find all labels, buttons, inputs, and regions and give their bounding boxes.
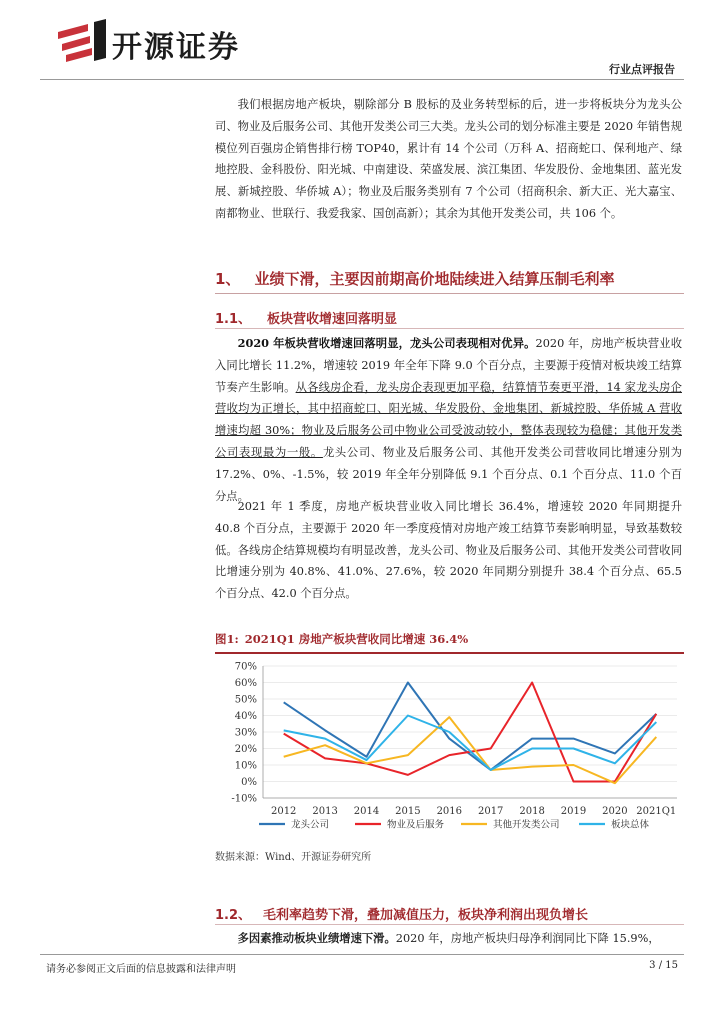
y-tick-label: 30%: [234, 727, 257, 739]
x-tick-label: 2017: [477, 806, 504, 817]
x-tick-label: 2016: [436, 806, 463, 817]
section-1-heading: [215, 268, 614, 289]
legend-label-4: 板块总体: [611, 819, 650, 831]
x-tick-label: 2013: [312, 806, 338, 817]
paragraph-3-lead: 多因素推动板块业绩增速下滑。: [237, 931, 396, 945]
section-1-1-heading: [215, 308, 397, 327]
section-1-number: 1、: [215, 270, 241, 288]
chart-x-axis: [263, 798, 677, 817]
figure-1-source: 数据来源：Wind、开源证券研究所: [215, 852, 372, 863]
page-number: 3 / 15: [649, 960, 678, 971]
section-1-title: 业绩下滑，主要因前期高价地陆续进入结算压制毛利率: [254, 270, 615, 288]
section-1-1-number: 1.1、: [215, 312, 252, 327]
figure-1-label: 图1:: [215, 632, 239, 646]
section-1-2-divider: [215, 924, 684, 925]
x-tick-label: 2015: [395, 806, 421, 817]
y-tick-label: 0%: [241, 777, 257, 788]
y-tick-label: 20%: [234, 744, 257, 755]
paragraph-net-profit: [215, 929, 685, 948]
paragraph-revenue-2021q1: [215, 496, 682, 605]
y-tick-label: 10%: [234, 760, 257, 772]
x-tick-label: 2012: [270, 806, 297, 817]
paragraph-2-text: 2021 年 1 季度，房地产板块营业收入同比增长 36.4%，增速较 2020 年同期提升 40.8 个百分点，主要源于 2020 年一季度疫情对房地产竣工结算节奏影响明显，导致基数较低。各线房企结算规模均有明显改善，龙头公司、物业及后服务公司、其他开发类公司营收同比增速分别为 40.8%、41.0%、27.6%，较 2020 年同期分别提升 38.4 个百分点、65.5 个百分点、42.0 个百分点。: [215, 500, 682, 601]
chart-grid: [263, 666, 677, 798]
paragraph-3-text: 2020 年，房地产板块归母净利润同比下降 15.9%，: [395, 932, 660, 945]
legend-label-3: 其他开发类公司: [493, 819, 560, 831]
section-1-divider: [215, 293, 684, 294]
section-1-1-title: 板块营收增速回落明显: [267, 312, 398, 327]
paragraph-1-text-b: 龙头公司、物业及后服务公司、其他开发类公司营收同比增速分别为 17.2%、0%、-1.5%，较 2019 年全年分别降低 9.1 个百分点、0.1 个百分点、11.0 个百分点。: [215, 445, 682, 503]
x-tick-label: 2014: [353, 806, 380, 817]
paragraph-1-text-a: 2020 年，房地产板块营业收入同比增长 11.2%，增速较 2019 年全年下降 9.0 个百分点，主要源于疫情对板块竣工结算节奏产生影响。: [215, 337, 682, 394]
paragraph-1-underlined: 从各线房企看，龙头房企表现更加平稳，结算情节奏更平滑，14 家龙头房企营收均为正增长，其中招商蛇口、阳光城、华发股份、金地集团、新城控股、华侨城 A 营收增速均超 30%；物业及后服务公司中物业公司受波动较小，整体表现较为稳健；其他开发类公司表现最为一般。: [215, 380, 682, 459]
x-tick-label: 2018: [519, 806, 545, 817]
chart-legend: [259, 819, 650, 831]
x-tick-label: 2021Q1: [636, 806, 677, 817]
y-tick-label: 70%: [234, 661, 257, 673]
series-line-1: [284, 683, 657, 770]
y-tick-label: 50%: [234, 694, 257, 706]
x-tick-label: 2019: [560, 806, 587, 817]
y-tick-label: 40%: [234, 711, 257, 722]
chart-y-axis: [231, 662, 263, 805]
revenue-growth-line-chart: [215, 656, 685, 841]
section-1-2-title: 毛利率趋势下滑，叠加减值压力，板块净利润出现负增长: [263, 908, 589, 923]
figure-1-caption: 2021Q1 房地产板块营收同比增速 36.4%: [244, 632, 469, 646]
y-tick-label: 60%: [234, 678, 257, 689]
section-1-2-number: 1.2、: [215, 908, 252, 923]
logo-wordmark: 开源证券: [112, 30, 240, 65]
report-type-label: 行业点评报告: [609, 63, 675, 76]
section-1-1-divider: [215, 328, 684, 329]
section-1-2-heading: [215, 904, 588, 923]
figure-1-divider: [215, 652, 684, 654]
intro-paragraph: [215, 94, 682, 225]
paragraph-revenue-2020: [215, 333, 682, 507]
x-tick-label: 2020: [602, 806, 628, 817]
intro-text: 我们根据房地产板块，剔除部分 B 股标的及业务转型标的后，进一步将板块分为龙头公司、物业及后服务公司、其他开发类公司三大类。龙头公司的划分标准主要是 2020 年销售规模位列百强房企销售排行榜 TOP40，累计有 14 个公司（万科 A、招商蛇口、保利地产、绿地控股、金科股份、阳光城、中南建设、荣盛发展、滨江集团、华发股份、金地集团、蓝光发展、新城控股、华侨城 A）；物业及后服务类别有 7 个公司（招商积余、新大正、光大嘉宝、南都物业、世联行、我爱我家、国创高新）；其余为其他开发类公司，共 106 个。: [215, 98, 682, 220]
chart-series: [284, 683, 657, 784]
footer-disclaimer: 请务必参阅正文后面的信息披露和法律声明: [46, 964, 236, 975]
legend-label-2: 物业及后服务: [387, 819, 445, 831]
legend-label-1: 龙头公司: [291, 819, 330, 831]
footer-divider: [40, 954, 684, 955]
header-divider: [40, 79, 684, 80]
paragraph-1-lead: 2020 年板块营收增速回落明显，龙头公司表现相对优异。: [237, 336, 536, 350]
y-tick-label: -10%: [231, 793, 257, 805]
figure-1-title: [215, 631, 468, 647]
